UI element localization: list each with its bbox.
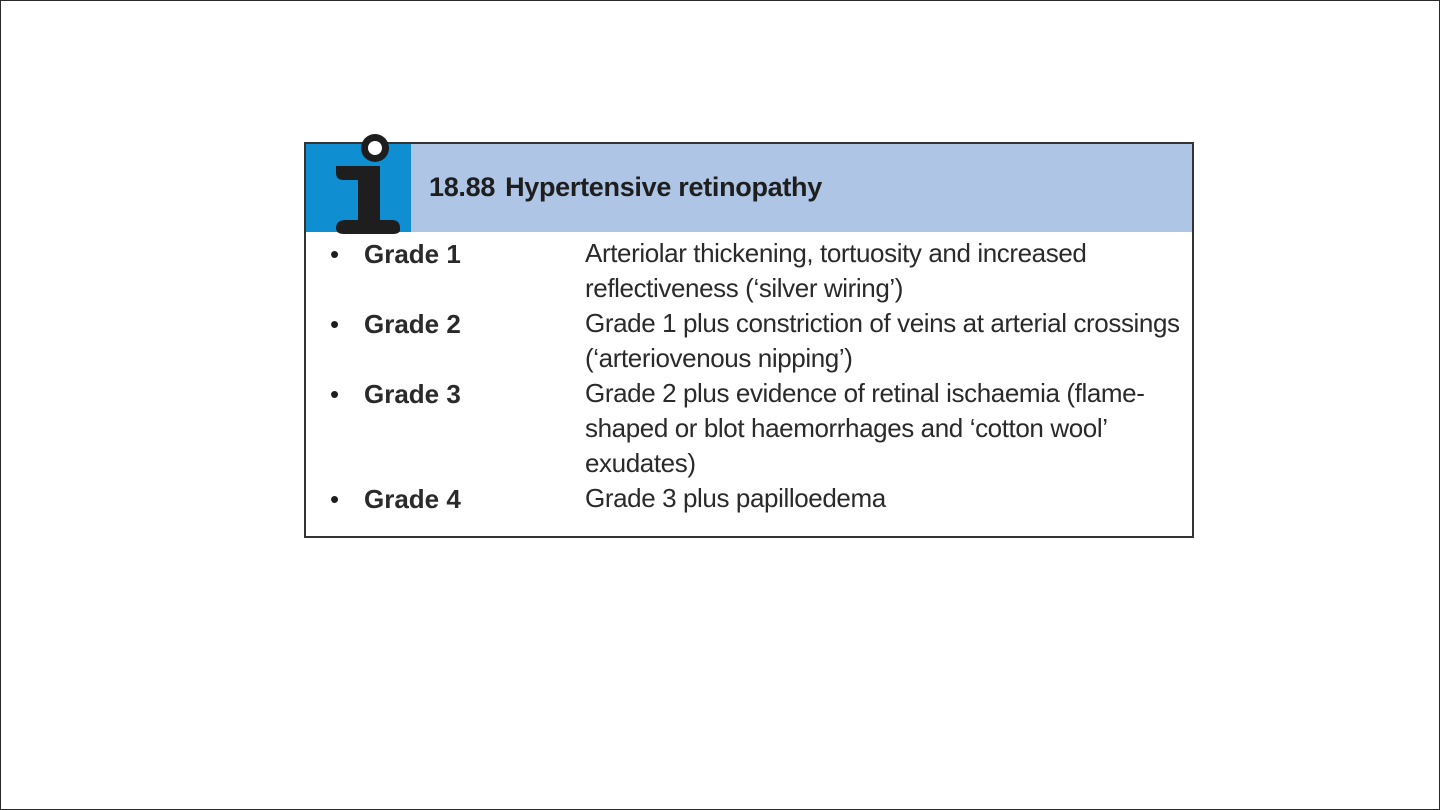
grade-label: Grade 3	[364, 379, 461, 409]
grade-description: Grade 1 plus constriction of veins at arterial crossings (‘arteriovenous nipping’)	[585, 308, 1180, 373]
bullet: •	[330, 484, 340, 514]
grade-row	[306, 376, 1192, 481]
bullet: •	[330, 309, 340, 339]
info-icon	[328, 134, 408, 234]
info-box-header	[306, 144, 1192, 232]
info-icon-box	[306, 144, 411, 232]
grade-description: Arteriolar thickening, tortuosity and increased reflectiveness (‘silver wiring’)	[585, 238, 1087, 303]
grade-row	[306, 306, 1192, 376]
grade-description: Grade 3 plus papilloedema	[585, 483, 886, 513]
grade-row	[306, 236, 1192, 306]
bullet: •	[330, 379, 340, 409]
grade-list	[306, 236, 1192, 516]
info-box	[304, 142, 1194, 538]
bullet: •	[330, 239, 340, 269]
grade-label: Grade 1	[364, 239, 461, 269]
grade-label: Grade 2	[364, 309, 461, 339]
box-title-text: Hypertensive retinopathy	[505, 172, 822, 202]
grade-row	[306, 481, 1192, 516]
box-title	[429, 172, 822, 203]
grade-label: Grade 4	[364, 484, 461, 514]
grade-description: Grade 2 plus evidence of retinal ischaemia (flame-shaped or blot haemorrhages and ‘cotton wool’ exudates)	[585, 378, 1145, 478]
box-number: 18.88	[429, 172, 496, 202]
